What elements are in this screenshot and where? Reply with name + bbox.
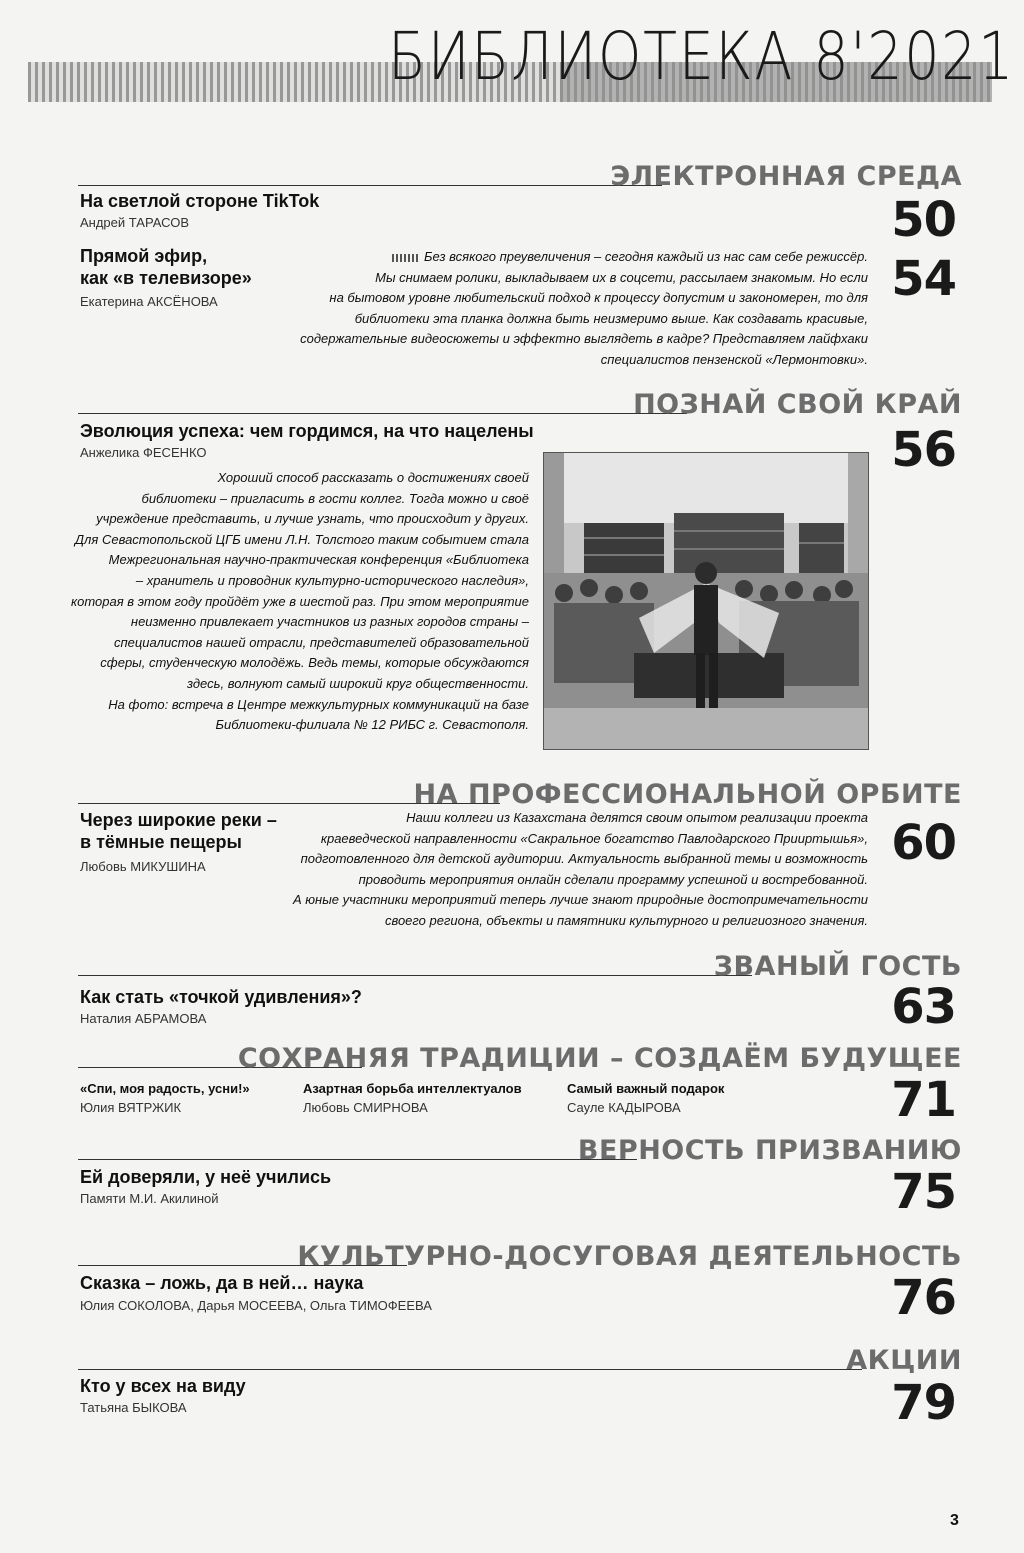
page-number[interactable]: 56 — [891, 422, 956, 478]
page-number[interactable]: 71 — [891, 1072, 956, 1128]
article-lead: Хороший способ рассказать о достижениях своей библиотеки – пригласить в гости коллег. Тогда можно и своё учреждение представить, и лучше узнать, что происходит у других. Для Севастопольской ЦГБ имени Л.Н. Толстого таким событием стала Межрегиональная научно-практическая конференция «Библиотека – хранитель и проводник культурно-исторического наследия», которая в этом году пройдёт уже в шестой раз. При этом мероприятие неизменно привлекает участников из разных городов страны – специалистов нашей отрасли, представителей образовательной сферы, студенческую молодёжь. Ведь темы, которые обсуждаются здесь, волнуют самый широкий круг общественности. На фото: встреча в Центре межкультурных коммуникаций на базе Библиотеки-филиала № 12 РИБС г. Севастополя. — [70, 470, 529, 733]
article-title[interactable]: Кто у всех на виду — [80, 1376, 246, 1396]
section-header — [78, 152, 962, 192]
article-title[interactable]: Азартная борьба интеллектуалов — [303, 1081, 522, 1096]
article-title[interactable]: Как стать «точкой удивления»? — [80, 987, 362, 1007]
section-rule — [78, 185, 662, 186]
article-author: Юлия ВЯТРЖИК — [80, 1100, 182, 1115]
section-header — [78, 770, 962, 810]
section-title: СОХРАНЯЯ ТРАДИЦИИ – СОЗДАЁМ БУДУЩЕЕ — [237, 1043, 962, 1074]
section-header — [78, 942, 962, 982]
page-number[interactable]: 76 — [891, 1270, 956, 1326]
article-author: Екатерина АКСЁНОВА — [80, 294, 218, 309]
article-title[interactable]: «Спи, моя радость, усни!» — [80, 1081, 250, 1096]
article-title[interactable]: Прямой эфир, как «в телевизоре» — [80, 246, 252, 288]
article-author: Анжелика ФЕСЕНКО — [80, 445, 207, 460]
article-author: Юлия СОКОЛОВА, Дарья МОСЕЕВА, Ольга ТИМОФЕЕВА — [80, 1298, 432, 1313]
section-header — [78, 1232, 962, 1272]
photo-illustration — [544, 453, 868, 749]
article-author: Памяти М.И. Акилиной — [80, 1191, 219, 1206]
section-rule — [78, 975, 752, 976]
section-header — [78, 380, 962, 420]
section-rule — [78, 413, 687, 414]
page-number[interactable]: 79 — [891, 1375, 956, 1431]
masthead-title: БИБЛИОТЕКА 8'2021 — [388, 18, 1016, 95]
section-rule — [78, 1159, 637, 1160]
section-title: ВЕРНОСТЬ ПРИЗВАНИЮ — [577, 1135, 962, 1166]
page-number[interactable]: 50 — [891, 192, 956, 248]
article-lead: Без всякого преувеличения – сегодня каждый из нас сам себе режиссёр. Мы снимаем ролики, выкладываем их в соцсети, рассылаем знакомым. Но если на бытовом уровне любительский подход к процессу допустим и закономерен, то для библиотеки эта планка должна быть неизмеримо выше. Как создавать красивые, содержательные видеосюжеты и эффектно выглядеть в кадре? Представляем лайфхаки специалистов пензенской «Лермонтовки». — [300, 249, 868, 367]
section-title: ЭЛЕКТРОННАЯ СРЕДА — [610, 161, 962, 192]
article-title[interactable]: Эволюция успеха: чем гордимся, на что нацелены — [80, 421, 534, 441]
article-title[interactable]: Ей доверяли, у неё учились — [80, 1167, 332, 1187]
page-number[interactable]: 54 — [891, 251, 956, 307]
article-author: Любовь МИКУШИНА — [80, 859, 206, 874]
article-photo — [543, 452, 869, 750]
article-author: Сауле КАДЫРОВА — [567, 1100, 681, 1115]
section-title: НА ПРОФЕССИОНАЛЬНОЙ ОРБИТЕ — [413, 779, 962, 810]
article-lead: Наши коллеги из Казахстана делятся своим опытом реализации проекта краеведческой направленности «Сакральное богатство Павлодарского Прииртышья», подготовленного для детской аудитории. Актуальность выбранной темы и возможность проводить мероприятия онлайн сделали программу успешной и востребованной. А юные участники мероприятий теперь лучше знают природные достопримечательности своего региона, объекты и памятники культурного и религиозного значения. — [292, 810, 868, 928]
article-title[interactable]: Через широкие реки – в тёмные пещеры — [80, 810, 277, 852]
section-title: ЗВАНЫЙ ГОСТЬ — [713, 951, 962, 982]
section-header — [78, 1126, 962, 1166]
article-author: Татьяна БЫКОВА — [80, 1400, 187, 1415]
section-title: ПОЗНАЙ СВОЙ КРАЙ — [633, 389, 962, 420]
article-title[interactable]: На светлой стороне TikTok — [80, 191, 320, 211]
section-header — [78, 1336, 962, 1376]
page-number[interactable]: 75 — [891, 1164, 956, 1220]
section-title: АКЦИИ — [846, 1345, 962, 1376]
page-number[interactable]: 60 — [891, 815, 956, 871]
article-author: Андрей ТАРАСОВ — [80, 215, 190, 230]
article-title[interactable]: Самый важный подарок — [567, 1081, 725, 1096]
section-rule — [78, 1369, 862, 1370]
section-header — [78, 1034, 962, 1074]
article-title[interactable]: Сказка – ложь, да в ней… наука — [80, 1273, 364, 1293]
article-author: Любовь СМИРНОВА — [303, 1100, 428, 1115]
section-title: КУЛЬТУРНО-ДОСУГОВАЯ ДЕЯТЕЛЬНОСТЬ — [297, 1241, 962, 1272]
page-number[interactable]: 63 — [891, 979, 956, 1035]
article-author: Наталия АБРАМОВА — [80, 1011, 207, 1026]
folio: 3 — [950, 1512, 959, 1529]
lead-marker — [392, 254, 418, 262]
